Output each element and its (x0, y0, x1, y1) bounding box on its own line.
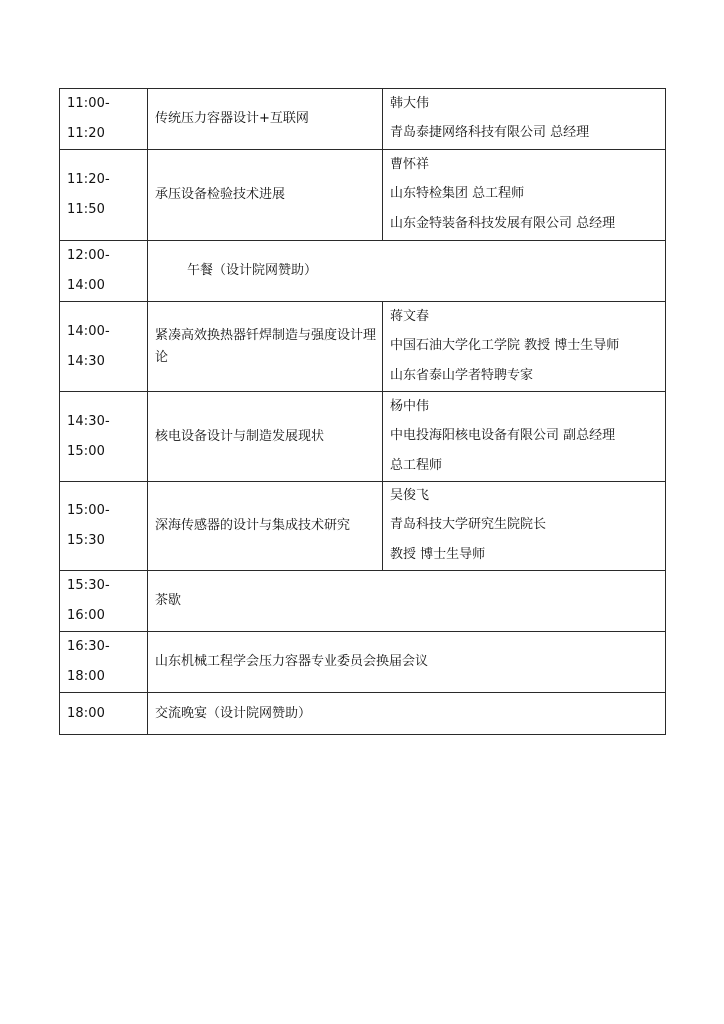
speaker-title: 中电投海阳核电设备有限公司 副总经理 (390, 427, 616, 443)
speaker-title: 中国石油大学化工学院 教授 博士生导师 (390, 337, 620, 353)
topic-text: 传统压力容器设计+互联网 (155, 111, 309, 126)
activity-cell (148, 693, 666, 735)
time-cell: 14:00-14:30 (60, 302, 148, 392)
speaker-title: 青岛科技大学研究生院院长 (390, 517, 547, 532)
table-row (60, 241, 666, 302)
speaker-title: 青岛泰捷网络科技有限公司 总经理 (390, 125, 590, 140)
activity-cell (148, 632, 666, 693)
time-cell: 11:00-11:20 (60, 89, 148, 150)
time-cell: 14:30-15:00 (60, 392, 148, 482)
topic-text: 深海传感器的设计与集成技术研究 (155, 518, 351, 533)
speaker-title: 教授 博士生导师 (390, 547, 486, 562)
table-row (60, 632, 666, 693)
table-row (60, 693, 666, 735)
topic-text: 核电设备设计与制造发展现状 (155, 428, 325, 444)
speaker-cell (383, 150, 666, 241)
speaker-title: 山东省泰山学者特聘专家 (390, 367, 534, 383)
time-cell: 11:20-11:50 (60, 150, 148, 241)
speaker-cell (383, 482, 666, 571)
activity-text: 茶歇 (155, 593, 182, 608)
topic-cell (148, 482, 383, 571)
speaker-name: 蒋文春 (390, 308, 430, 324)
time-cell: 16:30-18:00 (60, 632, 148, 693)
topic-cell (148, 302, 383, 392)
speaker-name: 杨中伟 (390, 398, 430, 414)
activity-text: 山东机械工程学会压力容器专业委员会换届会议 (155, 654, 429, 669)
topic-text: 承压设备检验技术进展 (155, 187, 286, 202)
speaker-name: 吴俊飞 (390, 488, 430, 503)
speaker-title: 山东特检集团 总工程师 (390, 186, 525, 201)
activity-text: 交流晚宴（设计院网赞助） (155, 705, 312, 721)
activity-cell (148, 571, 666, 632)
speaker-cell (383, 302, 666, 392)
table-row (60, 392, 666, 482)
topic-text: 紧凑高效换热器钎焊制造与强度设计理论 (155, 327, 377, 365)
activity-cell (148, 241, 666, 302)
speaker-cell (383, 89, 666, 150)
schedule-table (59, 88, 666, 735)
table-row (60, 571, 666, 632)
speaker-cell (383, 392, 666, 482)
time-cell: 18:00 (60, 693, 148, 735)
speaker-title: 总工程师 (390, 457, 443, 473)
table-row (60, 89, 666, 150)
time-cell: 15:30-16:00 (60, 571, 148, 632)
table-row (60, 302, 666, 392)
topic-cell (148, 89, 383, 150)
table-row (60, 150, 666, 241)
table-row (60, 482, 666, 571)
speaker-name: 韩大伟 (390, 96, 430, 111)
topic-cell (148, 392, 383, 482)
activity-text: 午餐（设计院网赞助） (187, 263, 318, 278)
speaker-title: 山东金特装备科技发展有限公司 总经理 (390, 216, 616, 231)
speaker-name: 曹怀祥 (390, 157, 430, 172)
topic-cell (148, 150, 383, 241)
time-cell: 15:00-15:30 (60, 482, 148, 571)
time-cell: 12:00-14:00 (60, 241, 148, 302)
